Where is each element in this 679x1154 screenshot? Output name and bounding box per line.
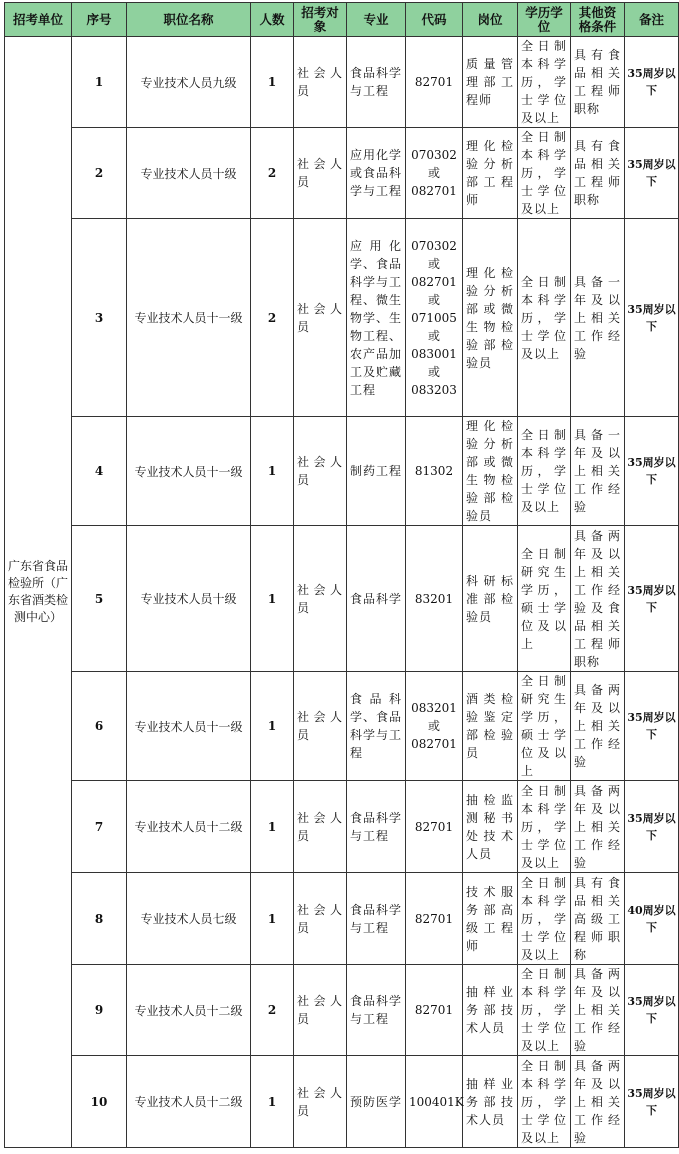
table-row — [5, 781, 679, 873]
position-title-cell: 专业技术人员七级 — [127, 873, 251, 965]
position-title-cell: 专业技术人员十二级 — [127, 965, 251, 1056]
headcount-cell: 2 — [251, 128, 294, 219]
header-cell: 其他资格条件 — [571, 3, 625, 37]
code-cell: 82701 — [406, 37, 463, 128]
education-cell: 全日制本科学历，学士学位及以上 — [518, 219, 571, 417]
headcount-cell: 2 — [251, 219, 294, 417]
target-cell: 社会人员 — [294, 873, 347, 965]
other-requirements-cell: 具有食品相关工程师职称 — [571, 128, 625, 219]
other-requirements-cell: 具有食品相关高级工程师职称 — [571, 873, 625, 965]
headcount-cell: 2 — [251, 965, 294, 1056]
remark-cell: 35周岁以下 — [625, 672, 679, 781]
table-row — [5, 526, 679, 672]
seq-cell: 9 — [72, 965, 127, 1056]
major-cell: 食品科学 — [347, 526, 406, 672]
header-cell: 学历学位 — [518, 3, 571, 37]
headcount-cell: 1 — [251, 526, 294, 672]
table-row — [5, 1056, 679, 1148]
seq-cell: 6 — [72, 672, 127, 781]
target-cell: 社会人员 — [294, 128, 347, 219]
header-cell: 人数 — [251, 3, 294, 37]
headcount-cell: 1 — [251, 417, 294, 526]
target-cell: 社会人员 — [294, 37, 347, 128]
header-cell: 招考对象 — [294, 3, 347, 37]
major-cell: 食品科学、食品科学与工程 — [347, 672, 406, 781]
post-cell: 质量管理部工程师 — [463, 37, 518, 128]
post-cell: 科研标准部检验员 — [463, 526, 518, 672]
table-row — [5, 37, 679, 128]
remark-cell: 35周岁以下 — [625, 219, 679, 417]
remark-cell: 35周岁以下 — [625, 965, 679, 1056]
code-cell: 070302 或 082701 — [406, 128, 463, 219]
other-requirements-cell: 具备一年及以上相关工作经验 — [571, 219, 625, 417]
other-requirements-cell: 具有食品相关工程师职称 — [571, 37, 625, 128]
headcount-cell: 1 — [251, 873, 294, 965]
major-cell: 食品科学与工程 — [347, 873, 406, 965]
education-cell: 全日制本科学历，学士学位及以上 — [518, 781, 571, 873]
seq-cell: 8 — [72, 873, 127, 965]
table-row — [5, 219, 679, 417]
post-cell: 理化检验分析部或微生物检验部检验员 — [463, 417, 518, 526]
major-cell: 制药工程 — [347, 417, 406, 526]
post-cell: 抽样业务部技术人员 — [463, 1056, 518, 1148]
header-cell: 专业 — [347, 3, 406, 37]
education-cell: 全日制本科学历，学士学位及以上 — [518, 1056, 571, 1148]
seq-cell: 7 — [72, 781, 127, 873]
education-cell: 全日制研究生学历，硕士学位及以上 — [518, 526, 571, 672]
remark-cell: 35周岁以下 — [625, 37, 679, 128]
remark-cell: 35周岁以下 — [625, 526, 679, 672]
position-title-cell: 专业技术人员十二级 — [127, 1056, 251, 1148]
position-title-cell: 专业技术人员十二级 — [127, 781, 251, 873]
table-row — [5, 672, 679, 781]
major-cell: 预防医学 — [347, 1056, 406, 1148]
unit-cell: 广东省食品检验所（广东省酒类检测中心） — [5, 37, 72, 1148]
education-cell: 全日制本科学历，学士学位及以上 — [518, 37, 571, 128]
education-cell: 全日制本科学历，学士学位及以上 — [518, 417, 571, 526]
major-cell: 食品科学与工程 — [347, 965, 406, 1056]
position-title-cell: 专业技术人员九级 — [127, 37, 251, 128]
position-title-cell: 专业技术人员十一级 — [127, 672, 251, 781]
education-cell: 全日制本科学历，学士学位及以上 — [518, 873, 571, 965]
position-title-cell: 专业技术人员十级 — [127, 526, 251, 672]
headcount-cell: 1 — [251, 781, 294, 873]
headcount-cell: 1 — [251, 672, 294, 781]
major-cell: 食品科学与工程 — [347, 781, 406, 873]
major-cell: 应用化学或食品科学与工程 — [347, 128, 406, 219]
other-requirements-cell: 具备一年及以上相关工作经验 — [571, 417, 625, 526]
code-cell: 81302 — [406, 417, 463, 526]
seq-cell: 1 — [72, 37, 127, 128]
recruitment-table — [4, 2, 679, 1148]
table-row — [5, 417, 679, 526]
seq-cell: 3 — [72, 219, 127, 417]
post-cell: 酒类检验鉴定部检验员 — [463, 672, 518, 781]
table-body — [5, 37, 679, 1148]
position-title-cell: 专业技术人员十一级 — [127, 417, 251, 526]
header-cell: 序号 — [72, 3, 127, 37]
seq-cell: 2 — [72, 128, 127, 219]
code-cell: 82701 — [406, 965, 463, 1056]
major-cell: 应用化学、食品科学与工程、微生物学、生物工程、农产品加工及贮藏工程 — [347, 219, 406, 417]
code-cell: 070302 或 082701 或 071005 或 083001 或 083203 — [406, 219, 463, 417]
seq-cell: 4 — [72, 417, 127, 526]
other-requirements-cell: 具备两年及以上相关工作经验 — [571, 672, 625, 781]
position-title-cell: 专业技术人员十一级 — [127, 219, 251, 417]
header-row — [5, 3, 679, 37]
post-cell: 抽样业务部技术人员 — [463, 965, 518, 1056]
code-cell: 100401K — [406, 1056, 463, 1148]
post-cell: 理化检验分析部工程师 — [463, 128, 518, 219]
seq-cell: 5 — [72, 526, 127, 672]
table-row — [5, 128, 679, 219]
remark-cell: 35周岁以下 — [625, 781, 679, 873]
table-row — [5, 965, 679, 1056]
code-cell: 82701 — [406, 781, 463, 873]
header-cell: 备注 — [625, 3, 679, 37]
headcount-cell: 1 — [251, 1056, 294, 1148]
education-cell: 全日制本科学历，学士学位及以上 — [518, 965, 571, 1056]
remark-cell: 35周岁以下 — [625, 128, 679, 219]
header-cell: 岗位 — [463, 3, 518, 37]
other-requirements-cell: 具备两年及以上相关工作经验 — [571, 1056, 625, 1148]
position-title-cell: 专业技术人员十级 — [127, 128, 251, 219]
code-cell: 82701 — [406, 873, 463, 965]
education-cell: 全日制本科学历，学士学位及以上 — [518, 128, 571, 219]
other-requirements-cell: 具备两年及以上相关工作经验及食品相关工程师职称 — [571, 526, 625, 672]
header-cell: 招考单位 — [5, 3, 72, 37]
table-row — [5, 873, 679, 965]
education-cell: 全日制研究生学历，硕士学位及以上 — [518, 672, 571, 781]
remark-cell: 35周岁以下 — [625, 1056, 679, 1148]
target-cell: 社会人员 — [294, 672, 347, 781]
post-cell: 技术服务部高级工程师 — [463, 873, 518, 965]
target-cell: 社会人员 — [294, 781, 347, 873]
header-cell: 职位名称 — [127, 3, 251, 37]
headcount-cell: 1 — [251, 37, 294, 128]
code-cell: 083201 或 082701 — [406, 672, 463, 781]
other-requirements-cell: 具备两年及以上相关工作经验 — [571, 781, 625, 873]
target-cell: 社会人员 — [294, 526, 347, 672]
remark-cell: 40周岁以下 — [625, 873, 679, 965]
post-cell: 抽检监测秘书处技术人员 — [463, 781, 518, 873]
target-cell: 社会人员 — [294, 219, 347, 417]
target-cell: 社会人员 — [294, 1056, 347, 1148]
header-cell: 代码 — [406, 3, 463, 37]
major-cell: 食品科学与工程 — [347, 37, 406, 128]
seq-cell: 10 — [72, 1056, 127, 1148]
remark-cell: 35周岁以下 — [625, 417, 679, 526]
code-cell: 83201 — [406, 526, 463, 672]
target-cell: 社会人员 — [294, 965, 347, 1056]
post-cell: 理化检验分析部或微生物检验部检验员 — [463, 219, 518, 417]
other-requirements-cell: 具备两年及以上相关工作经验 — [571, 965, 625, 1056]
target-cell: 社会人员 — [294, 417, 347, 526]
